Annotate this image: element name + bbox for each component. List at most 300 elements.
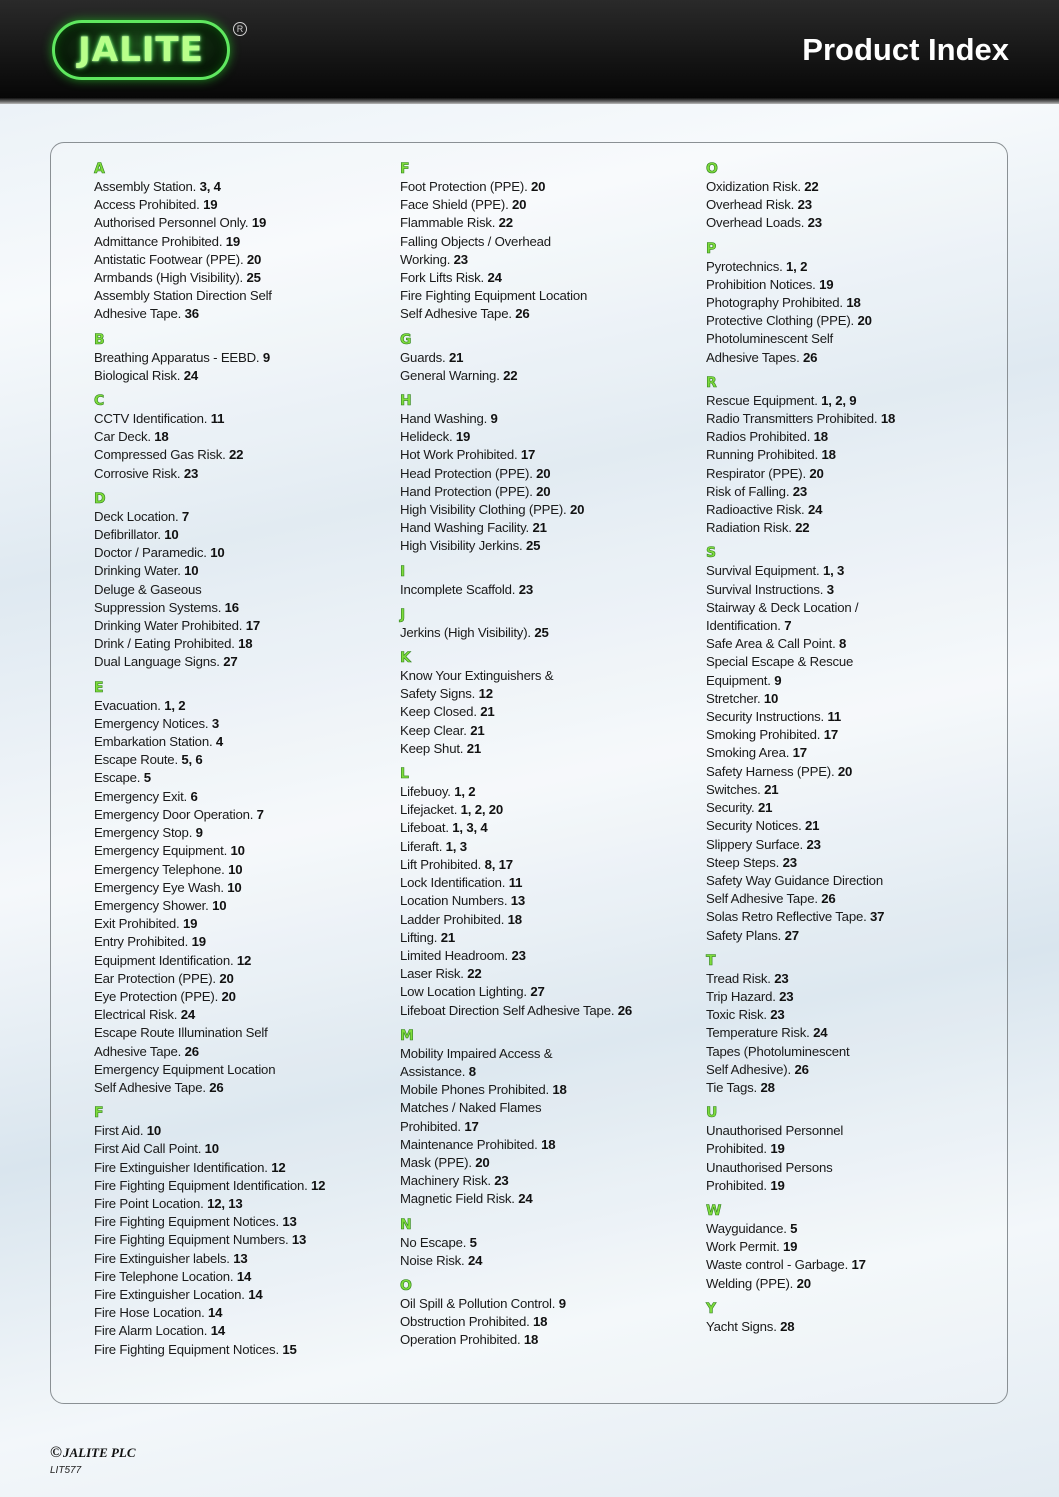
index-entry <box>94 544 394 562</box>
entry-label: Respirator (PPE). <box>706 465 810 481</box>
section-letter: S <box>706 545 717 562</box>
entry-label: Liferaft. <box>400 838 446 854</box>
index-entry <box>94 1304 394 1322</box>
index-section <box>706 953 1006 1097</box>
index-entry <box>94 1079 394 1097</box>
entry-page-numbers: 14 <box>248 1286 263 1302</box>
entry-label: Radios Prohibited. <box>706 429 814 445</box>
entry-label: Self Adhesive Tape. <box>400 306 516 322</box>
entry-label: Emergency Exit. <box>94 788 191 804</box>
index-entry <box>400 1081 700 1099</box>
entry-label: Solas Retro Reflective Tape. <box>706 909 871 925</box>
entry-label: Assembly Station. <box>94 179 200 194</box>
entry-label: Emergency Telephone. <box>94 861 229 877</box>
entry-page-numbers: 25 <box>246 270 261 286</box>
entry-page-numbers: 3 <box>826 581 834 597</box>
entry-label: Risk of Falling. <box>706 483 793 499</box>
entry-label: Emergency Equipment Location <box>94 1061 276 1077</box>
entry-label: Identification. <box>706 618 785 634</box>
index-entry <box>400 1002 700 1020</box>
entry-label: Survival Equipment. <box>706 563 823 579</box>
entry-label: Deluge & Gaseous <box>94 581 202 597</box>
entry-page-numbers: 21 <box>532 520 547 536</box>
entry-page-numbers: 10 <box>227 879 242 895</box>
entry-page-numbers: 23 <box>779 988 794 1004</box>
entry-label: Drinking Water. <box>94 563 185 579</box>
entry-label: Fire Point Location. <box>94 1195 208 1211</box>
entry-page-numbers: 22 <box>795 520 810 536</box>
entry-page-numbers: 20 <box>219 970 234 986</box>
entry-page-numbers: 15 <box>282 1341 297 1357</box>
index-entry <box>400 483 700 501</box>
entry-page-numbers: 9 <box>558 1295 566 1311</box>
index-entry <box>94 1122 394 1140</box>
index-entry <box>94 1213 394 1231</box>
index-entry <box>94 1043 394 1061</box>
index-entry <box>94 697 394 715</box>
entry-page-numbers: 1, 3, 4 <box>452 820 488 836</box>
entry-page-numbers: 21 <box>758 800 773 816</box>
entry-page-numbers: 24 <box>183 367 198 383</box>
entry-page-numbers: 20 <box>796 1275 811 1291</box>
entry-page-numbers: 19 <box>770 1177 785 1193</box>
index-entry <box>400 703 700 721</box>
index-entry <box>94 1006 394 1024</box>
index-entry <box>400 349 700 367</box>
entry-page-numbers: 23 <box>494 1173 509 1189</box>
entry-page-numbers: 26 <box>209 1079 224 1095</box>
entry-label: Fork Lifts Risk. <box>400 270 488 286</box>
entry-page-numbers: 11 <box>508 875 523 891</box>
entry-label: Smoking Area. <box>706 745 793 761</box>
entry-label: Doctor / Paramedic. <box>94 545 211 561</box>
entry-page-numbers: 1, 3 <box>445 838 467 854</box>
index-section <box>706 1105 1006 1195</box>
index-entry <box>706 726 1006 744</box>
entry-page-numbers: 26 <box>821 891 836 907</box>
index-section <box>706 161 1006 233</box>
index-entry <box>94 508 394 526</box>
entry-label: Fire Extinguisher Identification. <box>94 1159 272 1175</box>
index-entry <box>706 799 1006 817</box>
section-letter: F <box>94 1105 104 1122</box>
section-letter: H <box>400 393 412 410</box>
index-entry <box>400 428 700 446</box>
entry-page-numbers: 18 <box>154 429 169 445</box>
index-column-2 <box>400 161 700 1358</box>
entry-page-numbers: 22 <box>503 367 518 383</box>
entry-page-numbers: 18 <box>880 411 896 427</box>
index-entry <box>706 672 1006 690</box>
index-entry <box>706 690 1006 708</box>
entry-page-numbers: 1, 2 <box>164 697 186 713</box>
entry-page-numbers: 23 <box>453 251 468 267</box>
entry-label: Equipment Identification. <box>94 952 237 968</box>
entry-page-numbers: 24 <box>813 1025 828 1041</box>
index-entry <box>400 196 700 214</box>
copyright-text: JALITE PLC <box>62 1445 136 1460</box>
index-entry <box>400 929 700 947</box>
entry-label: Toxic Risk. <box>706 1007 771 1023</box>
index-entry <box>94 915 394 933</box>
section-letter: D <box>94 490 106 507</box>
entry-label: Noise Risk. <box>400 1252 468 1268</box>
entry-label: Mobility Impaired Access & <box>400 1045 553 1061</box>
entry-label: Access Prohibited. <box>94 197 204 213</box>
index-entry <box>400 838 700 856</box>
index-entry <box>400 983 700 1001</box>
entry-label: Guards. <box>400 349 449 365</box>
entry-page-numbers: 6 <box>190 788 198 804</box>
index-entry <box>400 965 700 983</box>
index-entry <box>94 526 394 544</box>
index-entry <box>706 635 1006 653</box>
entry-page-numbers: 5 <box>790 1220 798 1236</box>
entry-label: Fire Fighting Equipment Identification. <box>94 1177 312 1193</box>
logo-text: JALITE <box>78 30 204 70</box>
index-entry <box>706 653 1006 671</box>
entry-label: Safety Signs. <box>400 686 479 702</box>
entry-label: Keep Shut. <box>400 740 467 756</box>
entry-page-numbers: 20 <box>512 197 527 213</box>
entry-label: Hand Washing. <box>400 411 491 427</box>
index-entry <box>400 446 700 464</box>
entry-label: Fire Fighting Equipment Notices. <box>94 1341 283 1357</box>
entry-page-numbers: 21 <box>805 818 820 834</box>
entry-page-numbers: 9 <box>195 825 203 841</box>
entry-label: Defibrillator. <box>94 527 165 543</box>
entry-label: Safety Harness (PPE). <box>706 763 838 779</box>
index-entry <box>94 251 394 269</box>
index-section <box>706 241 1006 367</box>
entry-page-numbers: 22 <box>804 179 819 194</box>
index-entry <box>400 874 700 892</box>
entry-label: Car Deck. <box>94 429 155 445</box>
section-letter: C <box>94 393 105 410</box>
index-entry <box>706 1275 1006 1293</box>
index-entry <box>400 367 700 385</box>
entry-label: Prohibition Notices. <box>706 276 820 292</box>
index-entry <box>400 269 700 287</box>
entry-label: CCTV Identification. <box>94 411 211 427</box>
entry-page-numbers: 23 <box>797 197 812 213</box>
index-entry <box>94 1231 394 1249</box>
entry-page-numbers: 8 <box>468 1063 476 1079</box>
section-letter: M <box>400 1027 414 1044</box>
entry-page-numbers: 7 <box>181 508 190 524</box>
entry-label: Emergency Equipment. <box>94 843 231 859</box>
entry-page-numbers: 24 <box>487 270 502 286</box>
index-entry <box>706 446 1006 464</box>
entry-label: Security. <box>706 800 758 816</box>
entry-page-numbers: 14 <box>208 1305 223 1321</box>
entry-label: Dual Language Signs. <box>94 654 224 670</box>
entry-label: Protective Clothing (PPE). <box>706 313 858 329</box>
entry-label: Jerkins (High Visibility). <box>400 624 535 640</box>
index-entry <box>94 879 394 897</box>
entry-label: Fire Alarm Location. <box>94 1323 211 1339</box>
index-entry <box>706 599 1006 617</box>
entry-label: Adhesive Tape. <box>94 1043 185 1059</box>
entry-label: Entry Prohibited. <box>94 934 192 950</box>
entry-page-numbers: 18 <box>552 1082 567 1098</box>
index-entry <box>94 1140 394 1158</box>
entry-label: Helideck. <box>400 429 456 445</box>
entry-label: Safety Plans. <box>706 927 785 943</box>
entry-page-numbers: 8, 17 <box>484 856 513 872</box>
index-entry <box>400 465 700 483</box>
entry-label: Photoluminescent Self <box>706 331 834 347</box>
entry-page-numbers: 3 <box>211 715 220 731</box>
entry-page-numbers: 12 <box>478 686 493 702</box>
entry-label: Hot Work Prohibited. <box>400 447 521 463</box>
entry-page-numbers: 4 <box>215 734 224 750</box>
section-letter: G <box>400 331 412 348</box>
index-entry <box>400 801 700 819</box>
entry-label: Machinery Risk. <box>400 1173 495 1189</box>
entry-label: Lifejacket. <box>400 802 461 818</box>
entry-label: Assembly Station Direction Self <box>94 288 272 304</box>
index-entry <box>706 1238 1006 1256</box>
index-entry <box>400 214 700 232</box>
index-entry <box>706 428 1006 446</box>
entry-page-numbers: 23 <box>792 483 808 499</box>
entry-label: Security Notices. <box>706 818 806 834</box>
registered-trademark-icon: R <box>233 22 247 36</box>
index-entry <box>94 1061 394 1079</box>
entry-page-numbers: 10 <box>184 563 199 579</box>
entry-label: Limited Headroom. <box>400 947 512 963</box>
entry-page-numbers: 19 <box>251 215 267 231</box>
entry-page-numbers: 10 <box>164 527 179 543</box>
index-entry <box>400 947 700 965</box>
index-entry <box>94 465 394 483</box>
entry-page-numbers: 25 <box>534 624 549 640</box>
section-letter: K <box>400 650 411 667</box>
index-entry <box>400 287 700 305</box>
entry-label: Equipment. <box>706 672 775 688</box>
page-header <box>0 0 1059 104</box>
index-section <box>400 564 700 599</box>
entry-page-numbers: 20 <box>536 483 551 499</box>
section-letter: N <box>400 1216 412 1233</box>
entry-page-numbers: 5, 6 <box>181 752 203 768</box>
index-entry <box>706 519 1006 537</box>
entry-label: Trip Hazard. <box>706 988 780 1004</box>
entry-label: Maintenance Prohibited. <box>400 1136 542 1152</box>
entry-label: No Escape. <box>400 1234 470 1250</box>
entry-page-numbers: 18 <box>821 447 836 463</box>
page-title: Product Index <box>802 32 1009 67</box>
index-entry <box>400 410 700 428</box>
index-entry <box>706 908 1006 926</box>
entry-label: Self Adhesive Tape. <box>94 1079 210 1095</box>
index-section <box>400 1028 700 1209</box>
index-entry <box>400 1252 700 1270</box>
index-section <box>94 680 394 1097</box>
entry-label: Oil Spill & Pollution Control. <box>400 1295 559 1311</box>
index-entry <box>706 1061 1006 1079</box>
entry-page-numbers: 18 <box>813 429 828 445</box>
index-entry <box>706 763 1006 781</box>
entry-label: Switches. <box>706 781 765 797</box>
index-entry <box>94 1195 394 1213</box>
entry-page-numbers: 23 <box>511 947 526 963</box>
section-letter: E <box>94 679 104 696</box>
section-letter: J <box>400 606 406 623</box>
entry-label: Yacht Signs. <box>706 1318 781 1334</box>
entry-page-numbers: 18 <box>846 295 861 311</box>
index-entry <box>706 1159 1006 1177</box>
section-letter: F <box>400 161 410 177</box>
entry-page-numbers: 10 <box>212 897 227 913</box>
index-entry <box>706 872 1006 890</box>
entry-label: Unauthorised Personnel <box>706 1123 844 1139</box>
index-entry <box>400 1295 700 1313</box>
index-entry <box>94 562 394 580</box>
index-entry <box>400 251 700 269</box>
index-entry <box>94 897 394 915</box>
entry-page-numbers: 22 <box>467 966 482 982</box>
entry-label: Temperature Risk. <box>706 1025 814 1041</box>
index-entry <box>706 744 1006 762</box>
index-entry <box>706 781 1006 799</box>
index-entry <box>94 428 394 446</box>
index-entry <box>94 1341 394 1359</box>
index-entry <box>94 988 394 1006</box>
entry-label: Escape. <box>94 770 144 786</box>
entry-label: Location Numbers. <box>400 893 511 909</box>
index-entry <box>94 715 394 733</box>
index-entry <box>94 1268 394 1286</box>
document-code: LIT577 <box>50 1465 82 1476</box>
entry-label: Emergency Eye Wash. <box>94 879 228 895</box>
entry-label: Corrosive Risk. <box>94 465 184 481</box>
entry-label: Welding (PPE). <box>706 1275 797 1291</box>
section-letter: P <box>706 240 717 257</box>
entry-page-numbers: 14 <box>236 1268 252 1284</box>
jalite-logo <box>52 20 230 80</box>
entry-label: Deck Location. <box>94 508 182 524</box>
index-entry <box>94 751 394 769</box>
entry-page-numbers: 23 <box>807 215 822 231</box>
entry-page-numbers: 22 <box>229 447 244 463</box>
entry-page-numbers: 10 <box>204 1141 219 1157</box>
entry-label: Mask (PPE). <box>400 1154 476 1170</box>
section-letter: T <box>706 952 716 969</box>
index-entry <box>94 635 394 653</box>
entry-label: Biological Risk. <box>94 367 184 383</box>
entry-page-numbers: 28 <box>780 1318 795 1334</box>
index-entry <box>94 1250 394 1268</box>
entry-label: Assistance. <box>400 1063 469 1079</box>
index-entry <box>706 1318 1006 1336</box>
entry-page-numbers: 16 <box>224 599 239 615</box>
entry-page-numbers: 26 <box>515 306 530 322</box>
entry-label: Authorised Personnel Only. <box>94 215 252 231</box>
index-section <box>400 332 700 385</box>
entry-label: Fire Extinguisher labels. <box>94 1250 234 1266</box>
entry-label: Slippery Surface. <box>706 836 807 852</box>
entry-label: Exit Prohibited. <box>94 916 183 932</box>
index-section <box>400 161 700 324</box>
index-entry <box>706 562 1006 580</box>
entry-page-numbers: 10 <box>763 690 779 706</box>
entry-label: High Visibility Clothing (PPE). <box>400 502 570 518</box>
index-entry <box>94 269 394 287</box>
entry-label: Fire Extinguisher Location. <box>94 1286 249 1302</box>
entry-label: Radioactive Risk. <box>706 502 808 518</box>
section-letter: W <box>706 1202 722 1219</box>
section-letter: L <box>400 766 409 783</box>
index-section <box>94 332 394 385</box>
entry-label: Breathing Apparatus - EEBD. <box>94 349 263 365</box>
entry-label: Face Shield (PPE). <box>400 197 513 213</box>
index-entry <box>706 1122 1006 1140</box>
entry-label: Work Permit. <box>706 1239 784 1255</box>
index-entry <box>400 501 700 519</box>
entry-page-numbers: 19 <box>182 916 198 932</box>
entry-label: Steep Steps. <box>706 854 783 870</box>
section-letter: O <box>400 1277 412 1294</box>
entry-label: Fire Fighting Equipment Notices. <box>94 1214 283 1230</box>
index-entry <box>94 769 394 787</box>
entry-page-numbers: 19 <box>225 233 241 249</box>
entry-page-numbers: 23 <box>518 581 533 597</box>
entry-label: Low Location Lighting. <box>400 984 531 1000</box>
entry-label: Antistatic Footwear (PPE). <box>94 251 247 267</box>
index-entry <box>706 970 1006 988</box>
index-entry <box>400 740 700 758</box>
entry-label: Wayguidance. <box>706 1220 791 1236</box>
entry-page-numbers: 27 <box>530 984 545 1000</box>
index-entry <box>706 1140 1006 1158</box>
section-letter: U <box>706 1105 718 1122</box>
entry-label: Overhead Risk. <box>706 197 798 213</box>
entry-label: Tie Tags. <box>706 1079 761 1095</box>
section-letter: I <box>400 563 406 580</box>
entry-page-numbers: 25 <box>525 538 541 554</box>
index-entry <box>400 856 700 874</box>
entry-page-numbers: 5 <box>469 1234 477 1250</box>
index-entry <box>400 722 700 740</box>
entry-page-numbers: 36 <box>184 306 199 322</box>
index-entry <box>94 861 394 879</box>
entry-label: First Aid. <box>94 1123 147 1139</box>
entry-page-numbers: 20 <box>570 502 585 518</box>
entry-page-numbers: 21 <box>440 929 455 945</box>
entry-page-numbers: 9 <box>262 349 271 365</box>
entry-label: Magnetic Field Risk. <box>400 1191 519 1207</box>
entry-label: Tapes (Photoluminescent <box>706 1043 850 1059</box>
index-entry <box>706 483 1006 501</box>
entry-label: Incomplete Scaffold. <box>400 581 519 597</box>
entry-label: Ear Protection (PPE). <box>94 970 220 986</box>
entry-page-numbers: 13 <box>510 893 526 909</box>
entry-page-numbers: 14 <box>210 1323 226 1339</box>
index-entry <box>706 1079 1006 1097</box>
index-entry <box>400 1099 700 1117</box>
entry-label: Self Adhesive Tape. <box>706 891 822 907</box>
index-entry <box>94 733 394 751</box>
entry-label: Running Prohibited. <box>706 447 822 463</box>
entry-label: Admittance Prohibited. <box>94 233 226 249</box>
entry-page-numbers: 10 <box>228 861 243 877</box>
entry-page-numbers: 21 <box>448 349 464 365</box>
entry-page-numbers: 8 <box>839 636 847 652</box>
entry-page-numbers: 11 <box>827 709 842 725</box>
entry-page-numbers: 17 <box>792 745 807 761</box>
